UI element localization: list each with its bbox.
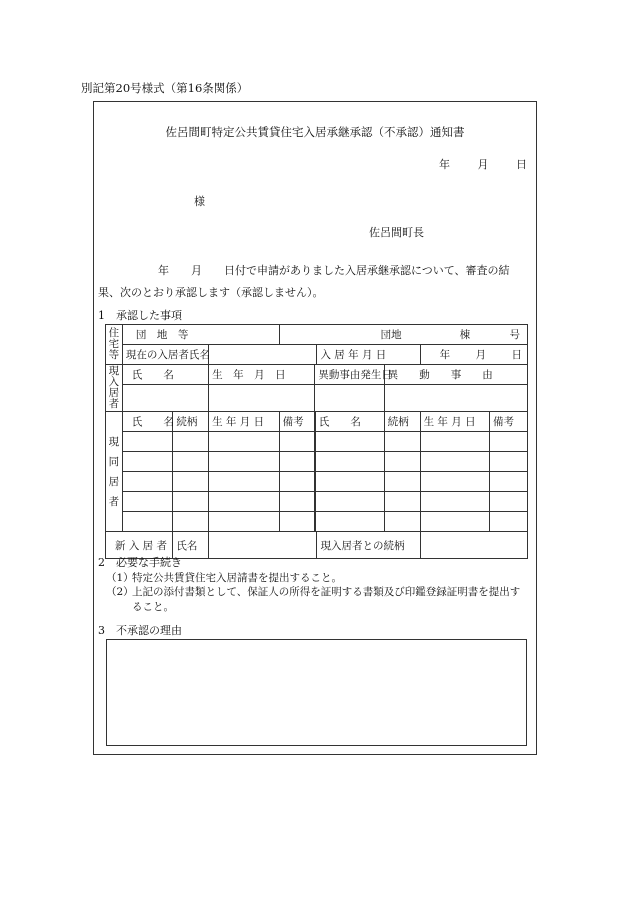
form-reference: 別記第20号様式（第16条関係） xyxy=(81,81,249,95)
resident-name-field[interactable] xyxy=(122,385,208,412)
cohabitant-name-right[interactable] xyxy=(315,492,384,512)
cohabitant-header-relation-left: 続柄 xyxy=(173,412,209,432)
cohabitant-name-right[interactable] xyxy=(315,452,384,472)
resident-header-change-reason: 異 動 事 由 xyxy=(384,365,527,385)
new-resident-name-field[interactable] xyxy=(209,532,317,559)
move-in-field[interactable] xyxy=(420,345,527,365)
cohabitant-row xyxy=(106,432,528,452)
cohabitant-note-left[interactable] xyxy=(279,452,315,472)
cohabitant-birth-left[interactable] xyxy=(209,432,280,452)
procedure-number: （1） xyxy=(106,572,134,584)
cohabitant-note-right[interactable] xyxy=(490,432,528,452)
cohabitant-birth-right[interactable] xyxy=(420,432,489,452)
resident-header-change-date: 異動事由発生日 xyxy=(315,365,384,385)
cohabitant-group-label: 現同居者 xyxy=(106,412,123,532)
move-in-year: 年 xyxy=(439,349,451,361)
notice-body xyxy=(98,260,530,304)
move-in-label: 入 居 年 月 日 xyxy=(317,345,420,365)
cohabitant-relation-left[interactable] xyxy=(173,492,209,512)
cohabitant-relation-left[interactable] xyxy=(173,452,209,472)
body-lead: 年 月 日付で申請がありました入居承継承認について、審査の結 xyxy=(158,264,510,277)
cohabitant-note-right[interactable] xyxy=(490,472,528,492)
body-rest: 果、次のとおり承認します（承認しません）。 xyxy=(98,286,324,299)
cohabitant-header-birth-left: 生 年 月 日 xyxy=(209,412,280,432)
section2-heading: 2 必要な手続き xyxy=(98,556,182,569)
notice-frame xyxy=(93,101,537,755)
cohabitant-name-left[interactable] xyxy=(122,512,173,532)
cohabitant-name-left[interactable] xyxy=(122,432,173,452)
danchi-value: 団地 xyxy=(380,329,402,341)
cohabitant-header-note-left: 備考 xyxy=(279,412,315,432)
danchi-label: 団 地 等 xyxy=(122,325,279,345)
housing-row-2 xyxy=(106,345,528,365)
cohabitant-note-left[interactable] xyxy=(279,472,315,492)
new-resident-relation-field[interactable] xyxy=(420,532,527,559)
resident-header-name: 氏 名 xyxy=(122,365,208,385)
section1-heading: 1 承認した事項 xyxy=(98,309,182,322)
section3-heading: 3 不承認の理由 xyxy=(98,624,182,637)
cohabitant-note-left[interactable] xyxy=(279,512,315,532)
cohabitant-birth-left[interactable] xyxy=(209,512,280,532)
cohabitant-note-right[interactable] xyxy=(490,512,528,532)
notice-title: 佐呂間町特定公共賃貸住宅入居承継承認（不承認）通知書 xyxy=(165,125,465,139)
cohabitant-header-birth-right: 生 年 月 日 xyxy=(420,412,489,432)
cohabitant-birth-right[interactable] xyxy=(420,492,489,512)
procedure-text: 上記の添付書類として、保証人の所得を証明する書類及び印鑑登録証明書を提出すること。 xyxy=(132,586,521,613)
cohabitant-relation-left[interactable] xyxy=(173,432,209,452)
building-unit: 棟 xyxy=(459,329,471,341)
cohabitant-row xyxy=(106,452,528,472)
new-resident-name-label: 氏名 xyxy=(173,532,209,559)
cohabitant-note-right[interactable] xyxy=(490,452,528,472)
procedure-text: 特定公共賃貸住宅入居請書を提出すること。 xyxy=(132,572,342,584)
cohabitant-name-left[interactable] xyxy=(122,472,173,492)
cohabitant-row xyxy=(106,472,528,492)
resident-header-row xyxy=(106,365,528,385)
cohabitant-header-name-right: 氏 名 xyxy=(315,412,384,432)
cohabitant-note-left[interactable] xyxy=(279,492,315,512)
date-year: 年 xyxy=(439,158,450,171)
new-resident-label: 新 入 居 者 xyxy=(106,532,173,559)
move-in-month: 月 xyxy=(475,349,487,361)
current-name-field[interactable] xyxy=(209,345,317,365)
resident-change-reason-field[interactable] xyxy=(384,385,527,412)
cohabitant-relation-right[interactable] xyxy=(384,432,420,452)
notice-date xyxy=(439,156,527,172)
resident-data-row xyxy=(106,385,528,412)
room-unit: 号 xyxy=(509,329,520,341)
approval-table xyxy=(105,324,528,559)
cohabitant-header-row xyxy=(106,412,528,432)
danchi-field[interactable] xyxy=(279,325,527,345)
cohabitant-birth-left[interactable] xyxy=(209,492,280,512)
date-day: 日 xyxy=(516,158,527,171)
date-month: 月 xyxy=(477,158,489,171)
resident-change-date-field[interactable] xyxy=(315,385,384,412)
cohabitant-relation-left[interactable] xyxy=(173,472,209,492)
cohabitant-relation-left[interactable] xyxy=(173,512,209,532)
cohabitant-birth-right[interactable] xyxy=(420,512,489,532)
resident-group-label: 現入居者 xyxy=(106,365,123,412)
cohabitant-birth-right[interactable] xyxy=(420,472,489,492)
cohabitant-name-left[interactable] xyxy=(122,452,173,472)
resident-header-birth: 生 年 月 日 xyxy=(209,365,315,385)
cohabitant-row xyxy=(106,492,528,512)
rejection-reason-box[interactable] xyxy=(106,639,527,746)
move-in-day: 日 xyxy=(511,349,522,361)
addressee-suffix: 様 xyxy=(194,195,205,208)
cohabitant-row xyxy=(106,512,528,532)
cohabitant-birth-left[interactable] xyxy=(209,452,280,472)
housing-row-1 xyxy=(106,325,528,345)
cohabitant-header-relation-right: 続柄 xyxy=(384,412,420,432)
cohabitant-relation-right[interactable] xyxy=(384,472,420,492)
cohabitant-header-note-right: 備考 xyxy=(490,412,528,432)
cohabitant-birth-left[interactable] xyxy=(209,472,280,492)
cohabitant-birth-right[interactable] xyxy=(420,452,489,472)
cohabitant-name-right[interactable] xyxy=(315,432,384,452)
housing-group-label: 住宅等 xyxy=(106,325,123,365)
cohabitant-relation-right[interactable] xyxy=(384,512,420,532)
cohabitant-header-name-left: 氏 名 xyxy=(122,412,173,432)
cohabitant-relation-right[interactable] xyxy=(384,452,420,472)
issuer: 佐呂間町長 xyxy=(369,226,424,239)
procedure-item xyxy=(106,585,530,615)
cohabitant-name-left[interactable] xyxy=(122,492,173,512)
resident-birth-field[interactable] xyxy=(209,385,315,412)
current-name-label: 現在の入居者氏名 xyxy=(122,345,208,365)
cohabitant-name-right[interactable] xyxy=(315,512,384,532)
procedure-item xyxy=(106,570,342,585)
cohabitant-relation-right[interactable] xyxy=(384,492,420,512)
cohabitant-note-left[interactable] xyxy=(279,432,315,452)
cohabitant-note-right[interactable] xyxy=(490,492,528,512)
procedure-number: （2） xyxy=(106,586,134,598)
new-resident-relation-label: 現入居者との続柄 xyxy=(317,532,420,559)
cohabitant-name-right[interactable] xyxy=(315,472,384,492)
